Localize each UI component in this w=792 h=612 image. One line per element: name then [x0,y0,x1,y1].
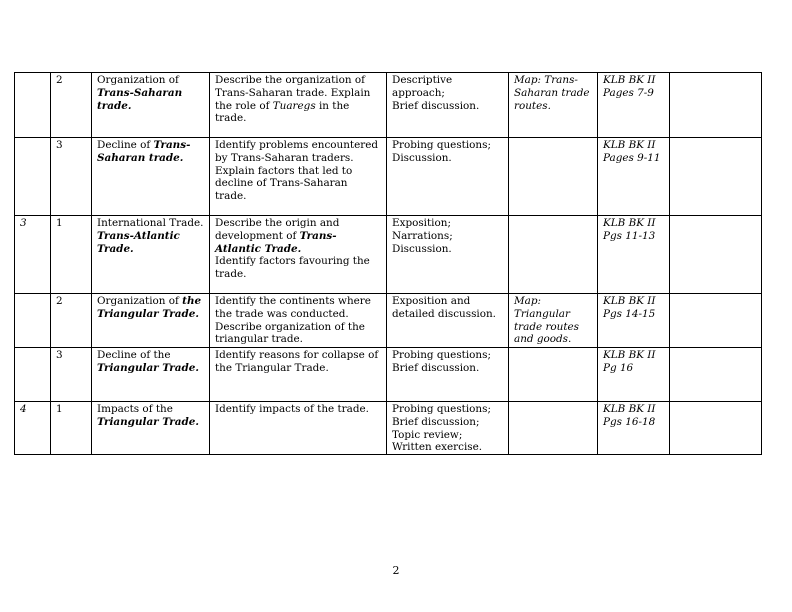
activity-line: Brief discussion. [392,99,480,112]
activity-line: Topic review; [392,428,463,441]
reference-pages: Pages 9-11 [603,151,661,164]
lesson-cell: 1 [51,402,92,455]
resources-cell [509,73,598,138]
reference-pages: Pgs 11-13 [603,229,656,242]
reference-cell [598,402,670,455]
activity-line: Probing questions; [392,349,491,361]
reference-book: KLB BK II [603,139,656,151]
activity-line: Discussion. [392,151,452,164]
topic-emphasis: Trans-Saharan trade. [97,139,191,164]
resources-cell [509,402,598,455]
remarks-cell [670,402,762,455]
objective-line: Identify problems encountered by Trans-Saharan traders. [215,139,378,164]
objective-text: Identify reasons for collapse of the Triangular Trade. [215,349,379,374]
resources-cell [509,216,598,294]
activity-line: Probing questions; [392,403,491,415]
week-cell: 4 [15,402,51,455]
resource-text: Map: Trans-Saharan trade routes. [514,74,590,112]
objectives-cell [210,294,387,348]
activities-cell [387,294,509,348]
remarks-cell [670,73,762,138]
topic-cell [92,294,210,348]
lesson-cell: 1 [51,216,92,294]
reference-pages: Pages 7-9 [603,86,654,99]
lesson-cell: 3 [51,348,92,402]
lesson-cell: 2 [51,294,92,348]
objective-text: Describe the organization of Trans-Saharan trade. Explain the role of [215,74,371,112]
week-cell [15,138,51,216]
remarks-cell [670,138,762,216]
table-row [15,348,762,402]
activity-line: Narrations; [392,229,453,242]
topic-emphasis: Triangular Trade. [97,361,199,374]
reference-cell [598,216,670,294]
objective-emphasis: Trans-Atlantic Trade. [215,229,337,255]
lesson-cell: 2 [51,73,92,138]
topic-emphasis: Triangular Trade. [97,415,199,428]
objectives-cell [210,402,387,455]
activity-line: Probing questions; [392,139,491,151]
topic-cell [92,216,210,294]
activity-line: Exposition and detailed discussion. [392,295,496,320]
resources-cell [509,294,598,348]
topic-cell [92,348,210,402]
objective-text: Describe the origin and development of [215,217,340,242]
activities-cell [387,138,509,216]
reference-book: KLB BK II [603,74,656,86]
topic-cell [92,402,210,455]
reference-book: KLB BK II [603,295,656,307]
remarks-cell [670,216,762,294]
reference-pages: Pgs 14-15 [603,307,656,320]
activity-line: Brief discussion. [392,361,480,374]
week-cell [15,73,51,138]
activities-cell [387,348,509,402]
activities-cell [387,402,509,455]
week-cell: 3 [15,216,51,294]
topic-emphasis: Trans-Atlantic Trade. [97,229,180,255]
objective-text: in the trade. [215,99,350,125]
table-row [15,138,762,216]
reference-cell [598,138,670,216]
table-row [15,294,762,348]
lesson-cell: 3 [51,138,92,216]
resources-cell [509,348,598,402]
activity-line: Exposition; [392,217,451,229]
topic-emphasis: Trans-Saharan trade. [97,86,183,112]
objective-line: Explain factors that led to decline of Trans-Saharan trade. [215,164,353,203]
topic-emphasis: the Triangular Trade. [97,295,202,320]
topic-text: Decline of the [97,349,171,361]
topic-text: Impacts of the [97,403,173,415]
reference-pages: Pg 16 [603,361,634,374]
scheme-of-work-table [14,72,762,455]
week-cell [15,348,51,402]
resources-cell [509,138,598,216]
reference-book: KLB BK II [603,349,656,361]
topic-cell [92,73,210,138]
activities-cell [387,216,509,294]
activity-line: Descriptive approach; [392,74,453,99]
activity-line: Brief discussion; [392,415,480,428]
table-row [15,216,762,294]
reference-cell [598,348,670,402]
objective-line: Identify factors favouring the trade. [215,255,370,281]
activity-line: Discussion. [392,242,452,255]
remarks-cell [670,348,762,402]
objectives-cell [210,138,387,216]
activity-line: Written exercise. [392,441,483,454]
remarks-cell [670,294,762,348]
topic-text: Decline of [97,139,154,151]
topic-text: Organization of [97,74,179,86]
objectives-cell [210,348,387,402]
reference-pages: Pgs 16-18 [603,415,656,428]
objective-emphasis: Tuaregs [272,99,316,112]
page-number: 2 [392,564,400,577]
objective-line: Identify the continents where the trade was conducted. [215,295,371,320]
resource-text: Map: Triangular trade routes and goods. [514,295,580,346]
reference-cell [598,73,670,138]
objective-text: Identify impacts of the trade. [215,403,369,415]
objectives-cell [210,216,387,294]
topic-cell [92,138,210,216]
topic-text: Organization of [97,295,183,307]
topic-text: International Trade. [97,217,204,229]
reference-cell [598,294,670,348]
objectives-cell [210,73,387,138]
table-row [15,402,762,455]
reference-book: KLB BK II [603,403,656,415]
week-cell [15,294,51,348]
reference-book: KLB BK II [603,217,656,229]
activities-cell [387,73,509,138]
objective-line: Describe organization of the triangular trade. [215,320,365,346]
table-row [15,73,762,138]
